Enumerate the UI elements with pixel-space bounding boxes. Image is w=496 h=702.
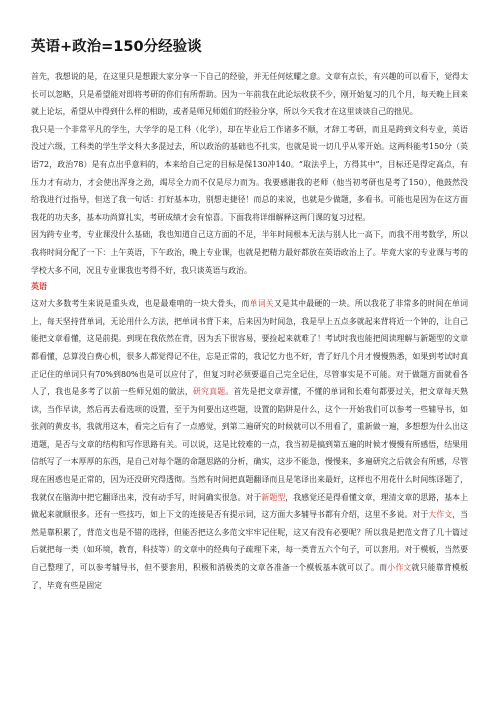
document-title: 英语+政治=150分经验谈 bbox=[31, 39, 202, 55]
text-run: 。首先是把文章弄懂，不懂的单词和长难句都要过关，把文章每天熟读，当作早读，然后再去看选项的设置，至于为何要出这些题，设置的陷阱是什么，这个一开始我们可以参考一些辅导书，如张剑的黄皮书，我就用这本，看完之后有了一点感觉，到第二遍研究的时候就可以不用看了，重新做一遍，多想想为什么出这道题，是否与文章的结构和写作思路有关。可以说，这是比较难的一点，我当初是搞到第五遍的时候才慢慢有所感悟，结果用信纸写了一本厚厚的东西，是自己对每个题的命题思路的分析，确实，这步不能急，慢慢来，多遍研究之后就会有所感，尽管现在困惑也是正常的，因为还没研究得透彻。当然有时间把真题翻译而且是笔译出来最好，这样也不用花什么时间练译题了，我就仅在脑海中把它翻译出来，没有动手写，时间确实很急。对于 bbox=[31, 387, 468, 502]
text-run: ，我感觉还是得看懂文章，理清文章的思路，基本上做起来就顺很多。还有一些技巧，如上下文的连接是否有提示词，这方面大多辅导书都有介绍，这里不多说。对于 bbox=[31, 492, 468, 520]
highlight-essay: 大作文 bbox=[428, 510, 453, 520]
highlight-past-papers: 研究真题 bbox=[192, 387, 226, 397]
document-page bbox=[31, 38, 468, 594]
text-run: 就只能靠背模板了，毕竟有些是固定 bbox=[31, 563, 468, 590]
english-paragraph bbox=[31, 295, 468, 594]
time-allocation-paragraph: 因为跨专业考，专业课没什么基础，我也知道自己这方面的不足，半年时间根本无法与别人比一高下，而我不用考数学，所以我将时间分配了一下：上午英语，下午政治，晚上专业课，也就是把精力最好都放在英语政治上了。毕竟大家的专业课与考的学校大多不同，况且专业课我也考得不好，我只谈英语与政治。 bbox=[31, 230, 468, 275]
text-run: 这对大多数考生来说是重头戏，也是最难啃的一块大骨头，而 bbox=[31, 299, 250, 309]
highlight-vocabulary: 单词关 bbox=[249, 299, 274, 309]
highlight-short-essay: 小作文 bbox=[387, 563, 412, 573]
text-run: 又是其中最硬的一块。所以我花了非常多的时间在单词上，每天坚持背单词，无论用什么方法，把单词书背下来，后来因为时间急，我是早上五点多就起来背将近一个钟的，让自己能把文章看懂，这是前提。到现在我依然在背，因为丢下很容易，要捡起来就难了！考试时我也能把阅读理解与新题型的文章都看懂，总算没白费心机，很多人都觉得记不住，忘是正常的，我记忆力也不好，背了好几个月才慢慢熟悉，如果到考试时真正记住的单词只有70%到80%也是可以应付了，但复习时必须要逼自己完全记住，尽管事实是不可能。对于做题方面就看各人了，我也是多考了以前一些师兄姐的做法， bbox=[31, 299, 468, 397]
text-run: ，当然是靠积累了，背范文也是不错的选择，但能否把这么多范文牢牢记住呢，这又有没有必要呢？所以我是把范文背了几十篇过后就把每一类（如环境，教育，科技等）的文章中的经典句子疏理下来，每一类背五六个句子，可以套用。对于模板，当然要自己整理了，可以参考辅导书，但不要套用，积极和消极类的文章各准备一个模板基本就可以了。而 bbox=[31, 510, 468, 573]
highlight-new-question-type: 新题型 bbox=[261, 492, 286, 502]
section-heading-english: 英语 bbox=[31, 282, 47, 292]
background-paragraph: 我只是一个非常平凡的学生，大学学的是工科（化学），却在毕业后工作诸多不顺，才辞工考研，而且是跨到文科专业，英语没过六级，工科类的学生学文科大多混过去，所以政治的基础也不扎实，也就是说一切几乎从零开始。这两科能考150分（英语72，政治78）是有点出乎意料的，本来给自己定的目标是保130冲140。“取法乎上，方得其中”，目标还是得定高点，有压力才有动力，才会使出浑身之劲，竭尽全力而不仅是尽力而为。我要感谢我的老师（他当初考研也是考了150），他鼓然没给我进行过指导，但送了我一句话：打好基本功，别想走捷径！而总的来说，也就是少做题，多看书。可能也是因为在这方面我花的功夫多，基本功尚算扎实，考研成绩才会有惊喜。下面我将详细解释这两门课的复习过程。 bbox=[31, 124, 468, 222]
intro-paragraph: 首先，我想说的是，在这里只是想跟大家分享一下自己的经验，并无任何炫耀之意。文章有点长，有兴趣的可以看下，觉得太长可以忽略，只是希望能对即将考研的你们有所帮助。因为一年前我在此论坛收获不少，刚开始复习的几个月，每天晚上回来就上论坛，希望从中得到什么样的相助，或者是师兄师姐们的经验分享，所以今天我才在这里谈谈自己的拙见。 bbox=[31, 72, 468, 117]
